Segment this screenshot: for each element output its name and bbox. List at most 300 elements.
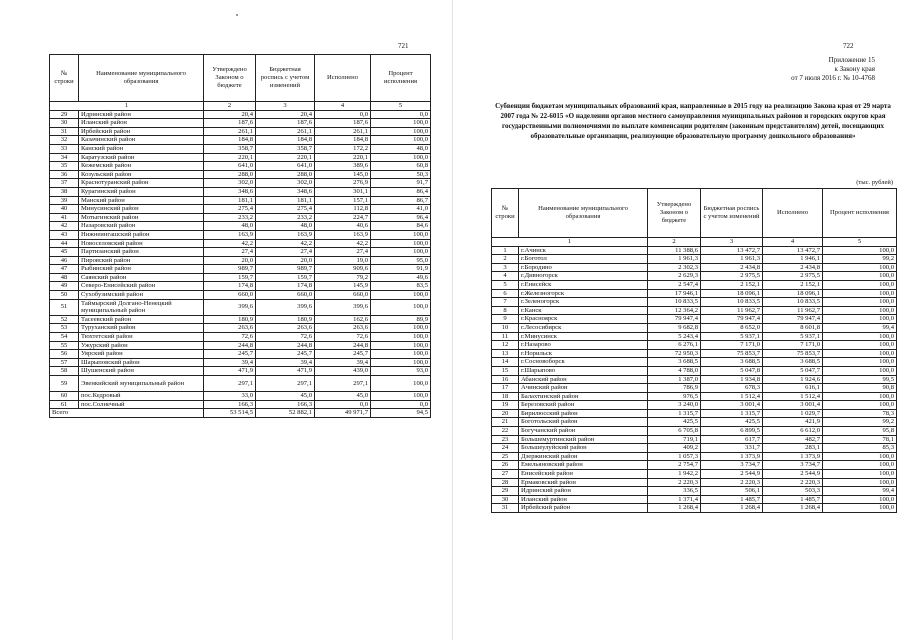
percent-cell: 100,0 — [823, 358, 897, 367]
percent-cell: 100,0 — [371, 376, 431, 392]
executed-cell: 40,6 — [315, 222, 371, 231]
appendix-line: Приложение 15 — [828, 56, 875, 64]
percent-cell: 0,0 — [371, 400, 431, 409]
percent-cell: 100,0 — [371, 230, 431, 239]
municipality-cell: Таймырский Долгано-Ненецкий муниципальный район — [79, 299, 204, 315]
budget-schedule-cell: 1 934,8 — [701, 375, 763, 384]
municipality-cell: Эвенкийский муниципальный район — [79, 376, 204, 392]
executed-cell: 660,0 — [315, 291, 371, 300]
municipality-cell: Большеулуйский район — [519, 444, 648, 453]
table-row — [50, 358, 431, 367]
executed-cell: 439,0 — [315, 367, 371, 376]
table-row — [50, 127, 431, 136]
table-row — [50, 213, 431, 222]
budget-schedule-cell: 181,1 — [256, 196, 315, 205]
executed-cell: 72,6 — [315, 333, 371, 342]
budget-schedule-cell: 617,7 — [701, 435, 763, 444]
table-row — [50, 324, 431, 333]
header-approved: Утверждено Законом о бюджете — [204, 55, 256, 102]
percent-cell: 83,5 — [371, 282, 431, 291]
municipality-cell: Кежемский район — [79, 162, 204, 171]
header-percent: Процент исполнения — [371, 55, 431, 102]
percent-cell: 100,0 — [823, 452, 897, 461]
municipality-cell: Туруханский район — [79, 324, 204, 333]
percent-cell: 100,0 — [823, 272, 897, 281]
executed-cell: 5 937,1 — [763, 332, 823, 341]
municipality-cell: Боготольский район — [519, 418, 648, 427]
approved-cell: 184,8 — [204, 136, 256, 145]
approved-cell: 2 629,3 — [648, 272, 701, 281]
header-row-number: № строки — [492, 189, 519, 238]
table-row — [50, 376, 431, 392]
budget-schedule-cell: 7 171,0 — [701, 341, 763, 350]
total-value-cell: 53 514,5 — [204, 409, 256, 418]
percent-cell: 100,0 — [371, 341, 431, 350]
budget-schedule-cell: 3 001,4 — [701, 401, 763, 410]
percent-cell: 99,2 — [823, 418, 897, 427]
row-number-cell: 35 — [50, 162, 79, 171]
row-number-cell: 37 — [50, 179, 79, 188]
executed-cell: 1 512,4 — [763, 392, 823, 401]
percent-cell: 91,9 — [371, 265, 431, 274]
total-value-cell: 49 971,7 — [315, 409, 371, 418]
municipality-cell: Уярский район — [79, 350, 204, 359]
row-number-cell: 30 — [492, 495, 519, 504]
executed-cell: 224,7 — [315, 213, 371, 222]
budget-schedule-cell: 163,9 — [256, 230, 315, 239]
header-executed: Исполнено — [315, 55, 371, 102]
table-row — [50, 230, 431, 239]
header-budget-schedule: Бюджетная роспись с учетом изменений — [701, 189, 763, 238]
percent-cell: 91,7 — [371, 179, 431, 188]
approved-cell: 166,3 — [204, 400, 256, 409]
municipality-cell: пос.Кедровый — [79, 392, 204, 401]
table-row — [492, 418, 897, 427]
row-number-cell: 17 — [492, 384, 519, 393]
row-number-cell: 20 — [492, 409, 519, 418]
table-row — [50, 265, 431, 274]
executed-cell: 11 962,7 — [763, 306, 823, 315]
percent-cell: 86,7 — [371, 196, 431, 205]
executed-cell: 163,9 — [315, 230, 371, 239]
percent-cell: 100,0 — [371, 333, 431, 342]
budget-schedule-cell: 45,0 — [256, 392, 315, 401]
table-row — [50, 291, 431, 300]
table-row — [492, 435, 897, 444]
budget-schedule-cell: 75 853,7 — [701, 349, 763, 358]
executed-cell: 145,0 — [315, 170, 371, 179]
row-number-cell: 5 — [492, 280, 519, 289]
column-index-cell: 1 — [492, 238, 648, 247]
column-index-cell: 4 — [315, 102, 371, 111]
row-number-cell: 54 — [50, 333, 79, 342]
row-number-cell: 10 — [492, 323, 519, 332]
table-row — [492, 272, 897, 281]
table-row — [50, 350, 431, 359]
percent-cell: 100,0 — [823, 315, 897, 324]
approved-cell: 4 788,0 — [648, 366, 701, 375]
appendix-line: к Закону края — [834, 65, 875, 73]
municipality-cell: Ужурский район — [79, 341, 204, 350]
budget-schedule-cell: 11 962,7 — [701, 306, 763, 315]
percent-cell: 48,0 — [371, 144, 431, 153]
percent-cell: 100,0 — [823, 392, 897, 401]
row-number-cell: 8 — [492, 306, 519, 315]
table-row — [50, 179, 431, 188]
budget-schedule-cell: 399,6 — [256, 299, 315, 315]
table-row — [50, 170, 431, 179]
executed-cell: 42,2 — [315, 239, 371, 248]
approved-cell: 471,9 — [204, 367, 256, 376]
approved-cell: 2 220,3 — [648, 478, 701, 487]
row-number-cell: 47 — [50, 265, 79, 274]
approved-cell: 174,8 — [204, 282, 256, 291]
budget-schedule-cell: 297,1 — [256, 376, 315, 392]
table-row — [492, 263, 897, 272]
percent-cell: 99,4 — [823, 487, 897, 496]
budget-schedule-cell: 2 220,3 — [701, 478, 763, 487]
approved-cell: 20,0 — [204, 256, 256, 265]
budget-schedule-cell: 72,6 — [256, 333, 315, 342]
executed-cell: 2 152,1 — [763, 280, 823, 289]
row-number-cell: 44 — [50, 239, 79, 248]
executed-cell: 399,6 — [315, 299, 371, 315]
table-row — [492, 298, 897, 307]
percent-cell: 41,0 — [371, 205, 431, 214]
executed-cell: 1 373,9 — [763, 452, 823, 461]
percent-cell: 100,0 — [823, 478, 897, 487]
budget-schedule-cell: 180,9 — [256, 315, 315, 324]
table-row — [492, 504, 897, 513]
percent-cell: 100,0 — [823, 306, 897, 315]
percent-cell: 100,0 — [823, 470, 897, 479]
percent-cell: 100,0 — [371, 136, 431, 145]
table-row — [492, 375, 897, 384]
row-number-cell: 39 — [50, 196, 79, 205]
column-index-row — [50, 102, 431, 111]
percent-cell: 90,8 — [823, 384, 897, 393]
approved-cell: 9 682,8 — [648, 323, 701, 332]
row-number-cell: 14 — [492, 358, 519, 367]
table-row — [50, 222, 431, 231]
budget-schedule-cell: 244,8 — [256, 341, 315, 350]
executed-cell: 157,1 — [315, 196, 371, 205]
approved-cell: 48,0 — [204, 222, 256, 231]
approved-cell: 989,7 — [204, 265, 256, 274]
percent-cell: 85,3 — [823, 444, 897, 453]
table-row — [50, 153, 431, 162]
approved-cell: 660,0 — [204, 291, 256, 300]
row-number-cell: 26 — [492, 461, 519, 470]
percent-cell: 100,0 — [823, 401, 897, 410]
table-row — [50, 196, 431, 205]
municipality-cell: Канский район — [79, 144, 204, 153]
row-number-cell: 36 — [50, 170, 79, 179]
row-number-cell: 31 — [492, 504, 519, 513]
row-number-cell: 29 — [492, 487, 519, 496]
budget-schedule-cell: 18 096,1 — [701, 289, 763, 298]
municipality-cell: Каратузский район — [79, 153, 204, 162]
budget-schedule-cell: 1 373,9 — [701, 452, 763, 461]
table-row — [492, 444, 897, 453]
row-number-cell: 33 — [50, 144, 79, 153]
budget-schedule-cell: 3 734,7 — [701, 461, 763, 470]
table-row — [50, 315, 431, 324]
row-number-cell: 61 — [50, 400, 79, 409]
municipality-cell: Абанский район — [519, 375, 648, 384]
percent-cell: 49,6 — [371, 273, 431, 282]
budget-schedule-cell: 42,2 — [256, 239, 315, 248]
executed-cell: 2 220,3 — [763, 478, 823, 487]
percent-cell: 50,3 — [371, 170, 431, 179]
table-row — [50, 400, 431, 409]
budget-schedule-cell: 1 961,3 — [701, 255, 763, 264]
table-row — [492, 427, 897, 436]
executed-cell: 263,6 — [315, 324, 371, 333]
column-index-cell: 3 — [701, 238, 763, 247]
executed-cell: 1 485,7 — [763, 495, 823, 504]
table-row — [492, 392, 897, 401]
budget-schedule-cell: 275,4 — [256, 205, 315, 214]
budget-schedule-cell: 187,6 — [256, 119, 315, 128]
budget-schedule-cell: 245,7 — [256, 350, 315, 359]
municipality-cell: Богучанский район — [519, 427, 648, 436]
executed-cell: 145,9 — [315, 282, 371, 291]
table-row — [50, 367, 431, 376]
municipality-cell: Иланский район — [519, 495, 648, 504]
executed-cell: 389,6 — [315, 162, 371, 171]
municipality-cell: Мотыгинский район — [79, 213, 204, 222]
table-row — [492, 366, 897, 375]
executed-cell: 1 946,1 — [763, 255, 823, 264]
approved-cell: 275,4 — [204, 205, 256, 214]
row-number-cell: 25 — [492, 452, 519, 461]
approved-cell: 245,7 — [204, 350, 256, 359]
document-title: Субвенции бюджетам муниципальных образований края, направленные в 2015 году на реализацию Закона края от 29 марта 2007 года № 22-6015 «О наделении органов местного самоуправления муниципальных районов и городских округов края государственными полномочиями по выплате компенсации родителям (законным представителям) детей, посещающих образовательные организации, реализующие образовательную программу дошкольного образования» — [495, 102, 891, 140]
approved-cell: 20,4 — [204, 110, 256, 119]
approved-cell: 786,9 — [648, 384, 701, 393]
executed-cell: 421,9 — [763, 418, 823, 427]
table-row — [50, 273, 431, 282]
municipality-cell: Енисейский район — [519, 470, 648, 479]
budget-schedule-cell: 641,0 — [256, 162, 315, 171]
executed-cell: 2 544,9 — [763, 470, 823, 479]
row-number-cell: 43 — [50, 230, 79, 239]
budget-schedule-cell: 20,4 — [256, 110, 315, 119]
percent-cell: 100,0 — [823, 289, 897, 298]
row-number-cell: 60 — [50, 392, 79, 401]
executed-cell: 244,8 — [315, 341, 371, 350]
municipality-cell: пос.Солнечный — [79, 400, 204, 409]
budget-schedule-cell: 233,2 — [256, 213, 315, 222]
header-municipality: Наименование муниципального образования — [519, 189, 648, 238]
table-row — [492, 461, 897, 470]
header-budget-schedule: Бюджетная роспись с учетом изменений — [256, 55, 315, 102]
executed-cell: 0,0 — [315, 400, 371, 409]
municipality-cell: Шушенский район — [79, 367, 204, 376]
row-number-cell: 46 — [50, 256, 79, 265]
municipality-cell: Назаровский район — [79, 222, 204, 231]
row-number-cell: 27 — [492, 470, 519, 479]
table-row — [492, 470, 897, 479]
municipality-cell: Ачинский район — [519, 384, 648, 393]
table-row — [492, 478, 897, 487]
executed-cell: 503,3 — [763, 487, 823, 496]
municipality-cell: г.Назарово — [519, 341, 648, 350]
approved-cell: 1 315,7 — [648, 409, 701, 418]
scan-speck — [236, 14, 238, 16]
municipality-cell: г.Зеленогорск — [519, 298, 648, 307]
table-row — [492, 323, 897, 332]
executed-cell: 2 975,5 — [763, 272, 823, 281]
municipality-cell: Балахтинский район — [519, 392, 648, 401]
approved-cell: 1 057,3 — [648, 452, 701, 461]
percent-cell: 78,3 — [823, 409, 897, 418]
approved-cell: 719,1 — [648, 435, 701, 444]
budget-schedule-cell: 2 975,5 — [701, 272, 763, 281]
executed-cell: 482,7 — [763, 435, 823, 444]
municipality-cell: Краснотуранский район — [79, 179, 204, 188]
budget-schedule-cell: 39,4 — [256, 358, 315, 367]
executed-cell: 5 047,7 — [763, 366, 823, 375]
budget-schedule-cell: 1 268,4 — [701, 504, 763, 513]
percent-cell: 100,0 — [823, 495, 897, 504]
executed-cell: 10 833,5 — [763, 298, 823, 307]
row-number-cell: 18 — [492, 392, 519, 401]
executed-cell: 187,6 — [315, 119, 371, 128]
row-number-cell: 48 — [50, 273, 79, 282]
approved-cell: 976,5 — [648, 392, 701, 401]
row-number-cell: 12 — [492, 341, 519, 350]
municipality-cell: Козульский район — [79, 170, 204, 179]
row-number-cell: 15 — [492, 366, 519, 375]
budget-schedule-cell: 10 833,5 — [701, 298, 763, 307]
table-row — [50, 110, 431, 119]
header-row-number: № строки — [50, 55, 79, 102]
percent-cell: 100,0 — [823, 504, 897, 513]
row-number-cell: 42 — [50, 222, 79, 231]
executed-cell: 79 947,4 — [763, 315, 823, 324]
executed-cell: 162,6 — [315, 315, 371, 324]
municipality-cell: Новоселовский район — [79, 239, 204, 248]
row-number-cell: 32 — [50, 136, 79, 145]
municipality-cell: Партизанский район — [79, 248, 204, 257]
approved-cell: 17 946,1 — [648, 289, 701, 298]
municipality-cell: Минусинский район — [79, 205, 204, 214]
municipality-cell: Бирилюсский район — [519, 409, 648, 418]
column-index-cell: 2 — [204, 102, 256, 111]
municipality-cell: г.Лесосибирск — [519, 323, 648, 332]
subvention-table — [491, 188, 897, 513]
approved-cell: 220,1 — [204, 153, 256, 162]
percent-cell: 96,4 — [371, 213, 431, 222]
column-index-cell: 5 — [371, 102, 431, 111]
executed-cell: 0,0 — [315, 110, 371, 119]
approved-cell: 79 947,4 — [648, 315, 701, 324]
row-number-cell: 16 — [492, 375, 519, 384]
executed-cell: 39,4 — [315, 358, 371, 367]
budget-schedule-cell: 5 937,1 — [701, 332, 763, 341]
column-index-cell: 2 — [648, 238, 701, 247]
municipality-cell: Казачинский район — [79, 136, 204, 145]
budget-schedule-cell: 425,5 — [701, 418, 763, 427]
table-row — [492, 487, 897, 496]
row-number-cell: 40 — [50, 205, 79, 214]
row-number-cell: 3 — [492, 263, 519, 272]
executed-cell: 6 612,0 — [763, 427, 823, 436]
row-number-cell: 9 — [492, 315, 519, 324]
approved-cell: 72 950,3 — [648, 349, 701, 358]
executed-cell: 2 434,8 — [763, 263, 823, 272]
table-row — [50, 162, 431, 171]
table-header-row — [492, 189, 897, 238]
page-number: 722 — [843, 42, 854, 50]
column-index-row — [492, 238, 897, 247]
row-number-cell: 58 — [50, 367, 79, 376]
approved-cell: 233,2 — [204, 213, 256, 222]
row-number-cell: 50 — [50, 291, 79, 300]
executed-cell: 1 924,6 — [763, 375, 823, 384]
percent-cell: 100,0 — [823, 280, 897, 289]
budget-schedule-cell: 48,0 — [256, 222, 315, 231]
percent-cell: 100,0 — [371, 299, 431, 315]
row-number-cell: 41 — [50, 213, 79, 222]
executed-cell: 909,6 — [315, 265, 371, 274]
table-row — [492, 341, 897, 350]
approved-cell: 297,1 — [204, 376, 256, 392]
approved-cell: 244,8 — [204, 341, 256, 350]
budget-schedule-cell: 184,8 — [256, 136, 315, 145]
approved-cell: 1 961,3 — [648, 255, 701, 264]
table-row — [492, 332, 897, 341]
executed-cell: 3 688,5 — [763, 358, 823, 367]
percent-cell: 89,9 — [371, 315, 431, 324]
approved-cell: 641,0 — [204, 162, 256, 171]
row-number-cell: 31 — [50, 127, 79, 136]
executed-cell: 172,2 — [315, 144, 371, 153]
municipality-cell: Березовский район — [519, 401, 648, 410]
budget-schedule-cell: 678,3 — [701, 384, 763, 393]
municipality-cell: Идринский район — [79, 110, 204, 119]
percent-cell: 99,2 — [823, 255, 897, 264]
approved-cell: 425,5 — [648, 418, 701, 427]
approved-cell: 2 302,3 — [648, 263, 701, 272]
column-index-cell: 5 — [823, 238, 897, 247]
approved-cell: 159,7 — [204, 273, 256, 282]
municipality-cell: Нижнеингашский район — [79, 230, 204, 239]
budget-schedule-cell: 166,3 — [256, 400, 315, 409]
book-spine — [452, 0, 453, 640]
approved-cell: 187,6 — [204, 119, 256, 128]
percent-cell: 0,0 — [371, 110, 431, 119]
percent-cell: 100,0 — [823, 246, 897, 255]
row-number-cell: 51 — [50, 299, 79, 315]
municipality-cell: г.Норильск — [519, 349, 648, 358]
executed-cell: 297,1 — [315, 376, 371, 392]
executed-cell: 1 268,4 — [763, 504, 823, 513]
approved-cell: 1 371,4 — [648, 495, 701, 504]
executed-cell: 13 472,7 — [763, 246, 823, 255]
table-row — [492, 315, 897, 324]
percent-cell: 78,1 — [823, 435, 897, 444]
units-label: (тыс. рублей) — [856, 179, 893, 186]
percent-cell: 100,0 — [371, 350, 431, 359]
executed-cell: 79,2 — [315, 273, 371, 282]
row-number-cell: 45 — [50, 248, 79, 257]
page-number: 721 — [398, 42, 409, 50]
row-number-cell: 21 — [492, 418, 519, 427]
approved-cell: 399,6 — [204, 299, 256, 315]
